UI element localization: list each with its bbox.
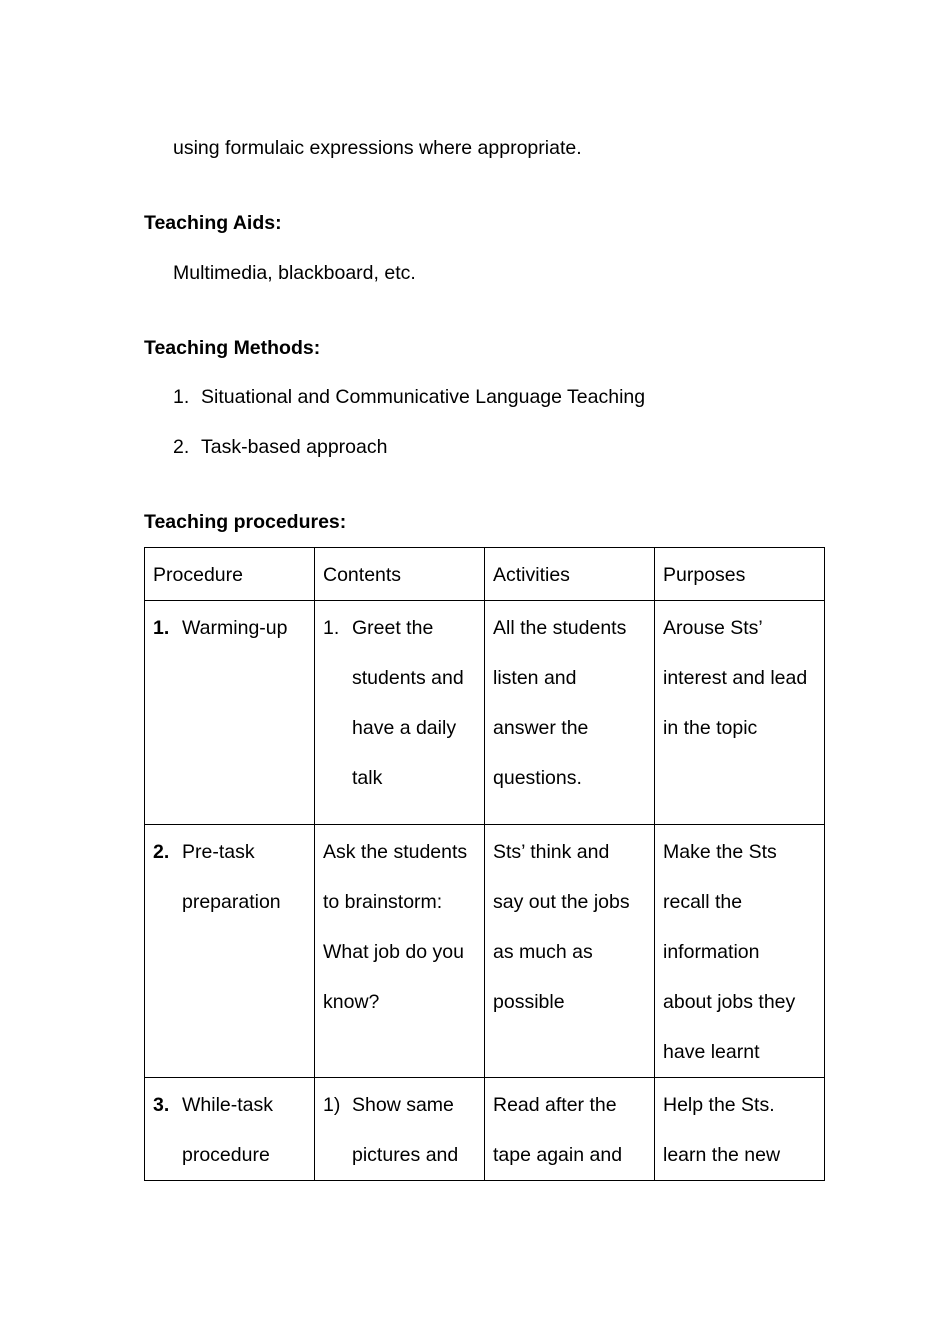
procedure-number: 3. [153,1094,170,1116]
contents-line: Greet the [352,617,434,639]
contents-line: What job do you [323,941,464,963]
procedure-number: 2. [153,841,170,863]
table-row [145,825,825,1078]
procedure-cell [145,1078,315,1181]
activities-cell [485,601,655,825]
header-cell [655,548,825,601]
activities-line: Sts’ think and [493,841,610,863]
activities-line: Read after the [493,1094,617,1116]
activities-line: answer the [493,717,589,739]
header-cell [315,548,485,601]
procedures-table [144,547,825,1181]
header-activities: Activities [493,564,570,586]
purposes-cell [655,601,825,825]
procedure-line: Warming-up [182,617,288,639]
activities-line: possible [493,991,565,1013]
procedure-cell [145,601,315,825]
purposes-line: Arouse Sts’ [663,617,763,639]
teaching-procedures-heading: Teaching procedures: [144,511,347,533]
teaching-methods-heading: Teaching Methods: [144,337,321,359]
table-header-row [145,548,825,601]
purposes-line: about jobs they [663,991,796,1013]
list-item-text: Situational and Communicative Language Teaching [201,386,646,408]
contents-number: 1) [323,1094,341,1116]
contents-line: talk [352,767,383,789]
list-item-number: 2. [173,436,190,458]
activities-cell [485,825,655,1078]
procedure-line: procedure [182,1144,270,1166]
procedure-number: 1. [153,617,170,639]
activities-line: as much as [493,941,593,963]
purposes-line: information [663,941,760,963]
activities-line: listen and [493,667,577,689]
purposes-line: have learnt [663,1041,760,1063]
contents-cell [315,601,485,825]
list-item-text: Task-based approach [201,436,388,458]
procedure-line: Pre-task [182,841,255,863]
header-procedure: Procedure [153,564,243,586]
purposes-cell [655,825,825,1078]
contents-line: students and [352,667,464,689]
contents-line: Ask the students [323,841,468,863]
contents-cell [315,1078,485,1181]
table-row [145,1078,825,1181]
activities-line: say out the jobs [493,891,630,913]
header-contents: Contents [323,564,402,586]
activities-line: questions. [493,767,582,789]
activities-line: tape again and [493,1144,623,1166]
purposes-line: Help the Sts. [663,1094,775,1116]
teaching-aids-text: Multimedia, blackboard, etc. [173,262,416,284]
header-cell [145,548,315,601]
purposes-line: recall the [663,891,743,913]
contents-line: have a daily [352,717,457,739]
purposes-line: in the topic [663,717,758,739]
procedure-cell [145,825,315,1078]
procedure-line: While-task [182,1094,274,1116]
intro-line: using formulaic expressions where appropriate. [173,137,582,159]
purposes-line: interest and lead [663,667,808,689]
contents-cell [315,825,485,1078]
contents-line: Show same [352,1094,454,1116]
list-item-number: 1. [173,386,190,408]
contents-line: know? [323,991,380,1013]
header-cell [485,548,655,601]
purposes-line: Make the Sts [663,841,777,863]
contents-line: to brainstorm: [323,891,443,913]
purposes-cell [655,1078,825,1181]
activities-cell [485,1078,655,1181]
teaching-aids-heading: Teaching Aids: [144,212,282,234]
activities-line: All the students [493,617,627,639]
header-purposes: Purposes [663,564,746,586]
contents-line: pictures and [352,1144,459,1166]
purposes-line: learn the new [663,1144,781,1166]
contents-number: 1. [323,617,340,639]
table-row [145,601,825,825]
procedure-line: preparation [182,891,281,913]
